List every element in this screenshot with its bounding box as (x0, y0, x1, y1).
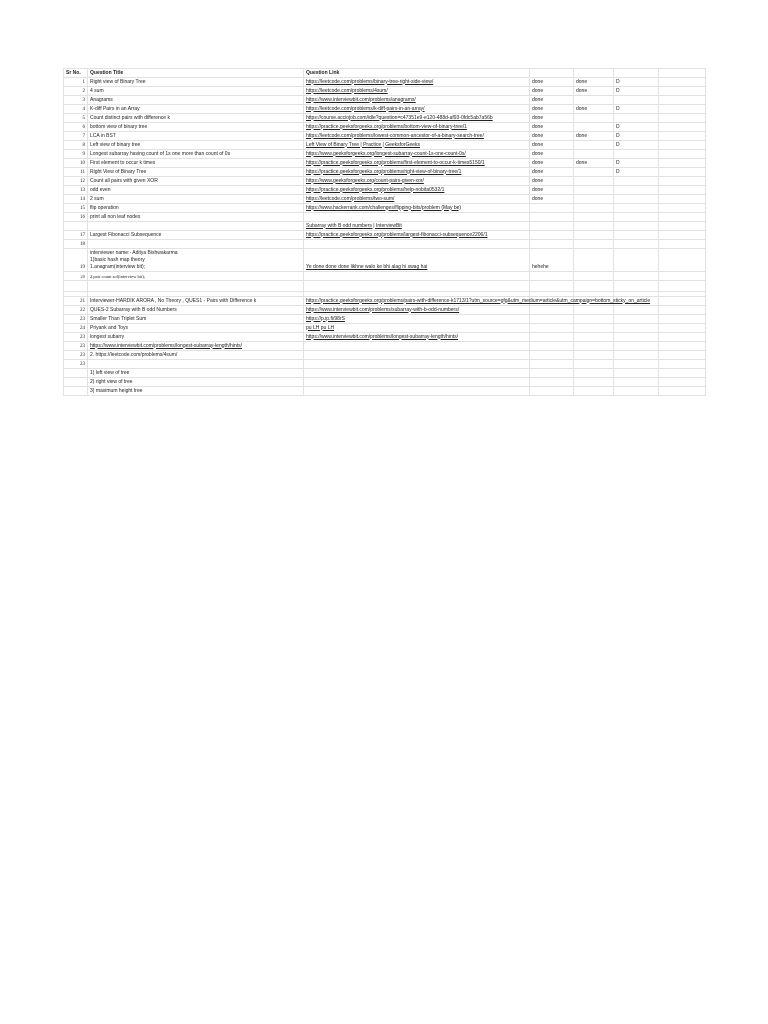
empty-cell[interactable] (659, 177, 706, 186)
status-cell[interactable]: done (530, 195, 574, 204)
question-link[interactable]: https://practice.geeksforgeeks.org/problems/right-view-of-binary-tree/1 (304, 168, 530, 177)
empty-cell[interactable] (574, 306, 614, 315)
empty-cell[interactable] (530, 387, 574, 396)
empty-cell[interactable] (530, 369, 574, 378)
row-number[interactable]: 5 (64, 114, 88, 123)
empty-cell[interactable] (64, 281, 88, 292)
empty-cell[interactable] (659, 249, 706, 272)
mark-cell[interactable] (614, 222, 659, 231)
empty-cell[interactable] (659, 306, 706, 315)
empty-cell[interactable] (614, 306, 659, 315)
mark-cell[interactable] (614, 231, 659, 240)
row-number[interactable]: 13 (64, 186, 88, 195)
table-row (64, 96, 706, 105)
question-title[interactable]: 1) left view of tree (88, 369, 304, 378)
row-number[interactable]: 8 (64, 141, 88, 150)
question-title[interactable]: K-diff Pairs in an Array (88, 105, 304, 114)
question-title[interactable]: 2 sum (88, 195, 304, 204)
row-number[interactable]: 2 (64, 87, 88, 96)
status-cell[interactable] (574, 96, 614, 105)
empty-cell[interactable] (530, 342, 574, 351)
question-title[interactable] (88, 240, 304, 249)
question-title[interactable]: 2.pair count sol(interview bit); (88, 272, 304, 281)
table-row (64, 168, 706, 177)
mark-cell[interactable]: D (614, 168, 659, 177)
table-row (64, 249, 706, 272)
question-title[interactable]: 3) maximum height tree (88, 387, 304, 396)
empty-cell[interactable] (530, 351, 574, 360)
row-number[interactable]: 10 (64, 159, 88, 168)
empty-cell[interactable] (659, 87, 706, 96)
question-title[interactable]: odd even (88, 186, 304, 195)
question-title[interactable]: bottom view of binary tree (88, 123, 304, 132)
table-row (64, 333, 706, 342)
status-cell[interactable]: hehehe (530, 249, 574, 272)
header-question-link[interactable]: Question Link (304, 69, 530, 78)
row-number[interactable]: 14 (64, 195, 88, 204)
question-link[interactable]: https://www.interviewbit.com/problems/longest-subarray-length/hints/ (304, 333, 530, 342)
table-row (64, 231, 706, 240)
question-title[interactable]: Left view of binary tree (88, 141, 304, 150)
question-title[interactable]: LCA in BST (88, 132, 304, 141)
question-link[interactable]: https://leetcode.com/problems/two-sum/ (304, 195, 530, 204)
empty-cell[interactable] (304, 281, 530, 292)
status-cell[interactable] (530, 213, 574, 222)
status-cell[interactable] (574, 195, 614, 204)
question-title[interactable] (88, 360, 304, 369)
row-number[interactable] (64, 378, 88, 387)
empty-cell[interactable] (659, 132, 706, 141)
empty-cell[interactable] (614, 333, 659, 342)
row-number[interactable]: 1 (64, 78, 88, 87)
empty-cell[interactable] (614, 281, 659, 292)
empty-cell[interactable] (659, 213, 706, 222)
empty-cell[interactable] (659, 297, 706, 306)
status-cell[interactable] (574, 186, 614, 195)
question-link[interactable] (304, 369, 530, 378)
question-title[interactable]: Count all pairs with given XOR (88, 177, 304, 186)
table-row (64, 204, 706, 213)
status-cell[interactable]: done (574, 105, 614, 114)
question-title[interactable]: First element to occur k times (88, 159, 304, 168)
table-row (64, 360, 706, 369)
question-link[interactable] (304, 360, 530, 369)
header-cell-empty[interactable] (614, 69, 659, 78)
status-cell[interactable] (574, 204, 614, 213)
status-cell[interactable]: done (574, 132, 614, 141)
question-link[interactable]: https://practice.geeksforgeeks.org/problems/bottom-view-of-binary-tree/1 (304, 123, 530, 132)
mark-cell[interactable]: D (614, 141, 659, 150)
status-cell[interactable]: done (530, 186, 574, 195)
status-cell[interactable]: done (574, 87, 614, 96)
question-title[interactable]: https://www.interviewbit.com/problems/longest-subarray-length/hints/ (88, 342, 304, 351)
status-cell[interactable] (530, 222, 574, 231)
empty-cell[interactable] (304, 272, 530, 281)
question-title[interactable] (88, 222, 304, 231)
mark-cell[interactable] (614, 96, 659, 105)
table-row (64, 123, 706, 132)
question-link[interactable] (304, 213, 530, 222)
question-title[interactable]: 4 sum (88, 87, 304, 96)
question-link[interactable]: https://practice.geeksforgeeks.org/problems/help-nobita0532/1 (304, 186, 530, 195)
empty-cell[interactable] (659, 123, 706, 132)
mark-cell[interactable] (614, 150, 659, 159)
empty-cell[interactable] (659, 360, 706, 369)
question-title[interactable]: Right View of Binary Tree (88, 168, 304, 177)
empty-cell[interactable] (659, 315, 706, 324)
table-row (64, 306, 706, 315)
header-sr-no[interactable]: Sr No. (64, 69, 88, 78)
empty-cell[interactable] (530, 360, 574, 369)
row-number[interactable]: 24 (64, 324, 88, 333)
table-row (64, 177, 706, 186)
question-title[interactable]: 2. https://leetcode.com/problems/4sum/ (88, 351, 304, 360)
status-cell[interactable] (530, 204, 574, 213)
status-cell[interactable] (574, 123, 614, 132)
empty-cell[interactable] (574, 324, 614, 333)
question-title[interactable]: flip operation (88, 204, 304, 213)
status-cell[interactable] (574, 141, 614, 150)
question-title[interactable]: print all non leaf nodes (88, 213, 304, 222)
empty-cell[interactable] (659, 105, 706, 114)
note-line: interviewer name:- Aditya Bishwakarma (90, 250, 178, 256)
question-link[interactable]: https://leetcode.com/problems/binary-tree-right-side-view/ (304, 78, 530, 87)
empty-cell[interactable] (659, 240, 706, 249)
status-cell[interactable]: done (530, 150, 574, 159)
empty-cell[interactable] (574, 315, 614, 324)
row-number[interactable]: 7 (64, 132, 88, 141)
empty-cell[interactable] (659, 324, 706, 333)
row-number[interactable]: 22 (64, 306, 88, 315)
empty-cell[interactable] (659, 378, 706, 387)
empty-cell[interactable] (530, 324, 574, 333)
empty-cell[interactable] (614, 315, 659, 324)
status-cell[interactable]: done (530, 87, 574, 96)
table-row (64, 240, 706, 249)
question-link[interactable]: https://www.interviewbit.com/problems/anagrams/ (304, 96, 530, 105)
status-cell[interactable] (574, 177, 614, 186)
table-row (64, 272, 706, 281)
empty-cell[interactable] (659, 369, 706, 378)
mark-cell[interactable]: D (614, 159, 659, 168)
status-cell[interactable] (574, 114, 614, 123)
empty-cell[interactable] (659, 351, 706, 360)
empty-cell[interactable] (659, 141, 706, 150)
question-title[interactable]: Anagrams (88, 96, 304, 105)
status-cell[interactable] (574, 222, 614, 231)
empty-cell[interactable] (659, 204, 706, 213)
empty-cell[interactable] (530, 281, 574, 292)
question-title[interactable]: Longest subarray having count of 1s one more than count of 0s (88, 150, 304, 159)
empty-cell[interactable] (530, 306, 574, 315)
empty-cell[interactable] (574, 369, 614, 378)
mark-cell[interactable]: D (614, 105, 659, 114)
empty-cell[interactable] (659, 387, 706, 396)
row-number[interactable]: 23 (64, 333, 88, 342)
table-row (64, 87, 706, 96)
status-cell[interactable] (574, 168, 614, 177)
mark-cell[interactable] (614, 114, 659, 123)
empty-cell[interactable] (659, 150, 706, 159)
empty-cell[interactable] (574, 342, 614, 351)
question-title[interactable]: Interviewer-HARDIK ARORA , No Theory , QUES1 - Pairs with Difference k (88, 297, 304, 306)
table-row (64, 159, 706, 168)
empty-cell[interactable] (659, 281, 706, 292)
question-link[interactable]: Subarray with B odd numbers | InterviewBit (304, 222, 530, 231)
empty-cell[interactable] (659, 195, 706, 204)
table-row (64, 342, 706, 351)
question-title[interactable]: Smaller Than Triplet Sum (88, 315, 304, 324)
empty-cell[interactable] (614, 369, 659, 378)
row-number[interactable]: 4 (64, 105, 88, 114)
empty-cell[interactable] (614, 342, 659, 351)
question-link[interactable]: https://www.interviewbit.com/problems/subarray-with-b-odd-numbers/ (304, 306, 530, 315)
empty-cell[interactable] (574, 351, 614, 360)
status-cell[interactable]: done (530, 105, 574, 114)
empty-cell[interactable] (574, 281, 614, 292)
question-title[interactable]: longest subarry (88, 333, 304, 342)
mark-cell[interactable] (614, 240, 659, 249)
mark-cell[interactable] (614, 204, 659, 213)
table-row (64, 213, 706, 222)
header-cell-empty[interactable] (530, 69, 574, 78)
status-cell[interactable]: done (530, 132, 574, 141)
mark-cell[interactable] (614, 213, 659, 222)
question-link[interactable]: https://leetcode.com/problems/4sum/ (304, 87, 530, 96)
empty-cell[interactable] (530, 378, 574, 387)
question-title[interactable]: Priyank and Toys (88, 324, 304, 333)
table-row (64, 150, 706, 159)
empty-cell[interactable] (659, 168, 706, 177)
row-number[interactable]: 23 (64, 360, 88, 369)
question-link[interactable] (304, 240, 530, 249)
table-row (64, 186, 706, 195)
empty-cell[interactable] (659, 333, 706, 342)
table-row (64, 195, 706, 204)
empty-cell[interactable] (659, 222, 706, 231)
table-row (64, 351, 706, 360)
status-cell[interactable] (530, 231, 574, 240)
mark-cell[interactable]: D (614, 78, 659, 87)
empty-cell[interactable] (614, 378, 659, 387)
question-link[interactable]: Left View of Binary Tree | Practice | GeeksforGeeks (304, 141, 530, 150)
row-number[interactable]: 23 (64, 351, 88, 360)
table-row (64, 378, 706, 387)
header-question-title[interactable]: Question Title (88, 69, 304, 78)
question-link[interactable]: https://course.acciojob.com/idle?question=c47351e9-e120-488d-af93-0fdc5ab7a56b (304, 114, 530, 123)
empty-cell[interactable] (659, 231, 706, 240)
status-cell[interactable] (574, 240, 614, 249)
status-cell[interactable] (530, 240, 574, 249)
row-number[interactable] (64, 387, 88, 396)
table-row (64, 324, 706, 333)
note-line: 1.anagram(interview bit); (90, 264, 146, 270)
row-number[interactable]: 23 (64, 342, 88, 351)
header-row (64, 69, 706, 78)
row-number[interactable]: 12 (64, 177, 88, 186)
table-row (64, 315, 706, 324)
spacer-row (64, 281, 706, 292)
question-link[interactable]: https://p.ip.fi/98rS (304, 315, 530, 324)
empty-cell[interactable] (614, 351, 659, 360)
empty-cell[interactable] (659, 96, 706, 105)
row-number[interactable] (64, 369, 88, 378)
link-note: (May be) (439, 204, 462, 211)
question-link[interactable]: https://leetcode.com/problems/lowest-common-ancestor-of-a-binary-search-tree/ (304, 132, 530, 141)
empty-cell[interactable] (659, 114, 706, 123)
spreadsheet-table (63, 68, 706, 396)
table-row (64, 78, 706, 87)
status-cell[interactable] (574, 213, 614, 222)
empty-cell[interactable] (574, 360, 614, 369)
question-link[interactable]: https://www.geeksforgeeks.org/count-pairs-given-xor/ (304, 177, 530, 186)
table-row (64, 141, 706, 150)
empty-cell[interactable] (614, 360, 659, 369)
empty-cell[interactable] (574, 333, 614, 342)
empty-cell[interactable] (88, 281, 304, 292)
question-title[interactable]: QUES-2 Subarray with B odd Numbers (88, 306, 304, 315)
question-link[interactable]: https://www.hackerrank.com/challenges/flipping-bits/problem (May be) (304, 204, 530, 213)
empty-cell[interactable] (614, 387, 659, 396)
header-cell-empty[interactable] (574, 69, 614, 78)
status-cell[interactable]: done (530, 96, 574, 105)
status-cell[interactable] (574, 249, 614, 272)
row-number[interactable]: 20 (64, 272, 88, 281)
question-link[interactable]: https://practice.geeksforgeeks.org/problems/pairs-with-difference-k1713/1?utm_source=gfg&utm_medium=article&utm_campaign=bottom_sticky_on_article (304, 297, 530, 306)
row-number[interactable]: 18 (64, 240, 88, 249)
interviewer-notes[interactable] (88, 249, 304, 272)
mark-cell[interactable] (614, 186, 659, 195)
question-link[interactable]: https://leetcode.com/problems/k-diff-pairs-in-an-array/ (304, 105, 530, 114)
status-cell[interactable]: done (530, 123, 574, 132)
empty-cell[interactable] (659, 78, 706, 87)
row-number[interactable]: 19 (64, 249, 88, 272)
question-link[interactable]: https://www.geeksforgeeks.org/longest-subarray-count-1s-one-count-0s/ (304, 150, 530, 159)
mark-cell[interactable] (614, 249, 659, 272)
table-row (64, 297, 706, 306)
status-cell[interactable]: done (530, 177, 574, 186)
row-number[interactable]: 11 (64, 168, 88, 177)
empty-cell[interactable] (530, 333, 574, 342)
question-link[interactable] (304, 342, 530, 351)
row-number[interactable]: 3 (64, 96, 88, 105)
question-link[interactable] (304, 387, 530, 396)
status-cell[interactable]: done (574, 78, 614, 87)
status-cell[interactable]: done (530, 114, 574, 123)
row-number[interactable]: 15 (64, 204, 88, 213)
question-link[interactable]: https://practice.geeksforgeeks.org/problems/first-element-to-occur-k-times5150/1 (304, 159, 530, 168)
mark-cell[interactable]: D (614, 123, 659, 132)
empty-cell[interactable] (574, 378, 614, 387)
row-number[interactable]: 23 (64, 315, 88, 324)
status-cell[interactable]: done (530, 159, 574, 168)
mark-cell[interactable]: D (614, 87, 659, 96)
question-title[interactable]: Count distinct pairs with difference k (88, 114, 304, 123)
empty-cell[interactable] (614, 272, 659, 281)
row-number[interactable] (64, 222, 88, 231)
empty-cell[interactable] (659, 342, 706, 351)
row-number[interactable]: 6 (64, 123, 88, 132)
table-row (64, 105, 706, 114)
note-line: 1)basic hash map theory (90, 257, 145, 263)
row-number[interactable]: 9 (64, 150, 88, 159)
table-row (64, 132, 706, 141)
question-title[interactable]: Right view of Binary Tree (88, 78, 304, 87)
status-cell[interactable]: done (574, 159, 614, 168)
status-cell[interactable] (574, 150, 614, 159)
empty-cell[interactable] (659, 159, 706, 168)
question-title[interactable]: 2) right view of tree (88, 378, 304, 387)
mark-cell[interactable]: D (614, 132, 659, 141)
empty-cell[interactable] (659, 186, 706, 195)
question-link[interactable]: pu LH pu LH (304, 324, 530, 333)
status-cell[interactable] (574, 231, 614, 240)
empty-cell[interactable] (530, 315, 574, 324)
status-cell[interactable]: done (530, 78, 574, 87)
question-link[interactable]: Ye done done done likhne walo ke bhi alag hi swag hai (304, 249, 530, 272)
row-number[interactable]: 17 (64, 231, 88, 240)
row-number[interactable]: 16 (64, 213, 88, 222)
empty-cell[interactable] (659, 272, 706, 281)
empty-cell[interactable] (614, 324, 659, 333)
question-link[interactable] (304, 351, 530, 360)
mark-cell[interactable] (614, 177, 659, 186)
table-row (64, 114, 706, 123)
header-cell-empty[interactable] (659, 69, 706, 78)
table-row (64, 387, 706, 396)
empty-cell[interactable] (530, 272, 574, 281)
table-row (64, 222, 706, 231)
question-title[interactable]: Largest Fibonacci Subsequence (88, 231, 304, 240)
empty-cell[interactable] (574, 272, 614, 281)
row-number[interactable]: 21 (64, 297, 88, 306)
empty-cell[interactable] (574, 387, 614, 396)
status-cell[interactable]: done (530, 141, 574, 150)
question-link[interactable] (304, 378, 530, 387)
mark-cell[interactable] (614, 195, 659, 204)
question-link[interactable]: https://practice.geeksforgeeks.org/problems/largest-fibonacci-subsequence2206/1 (304, 231, 530, 240)
table-row (64, 369, 706, 378)
status-cell[interactable]: done (530, 168, 574, 177)
